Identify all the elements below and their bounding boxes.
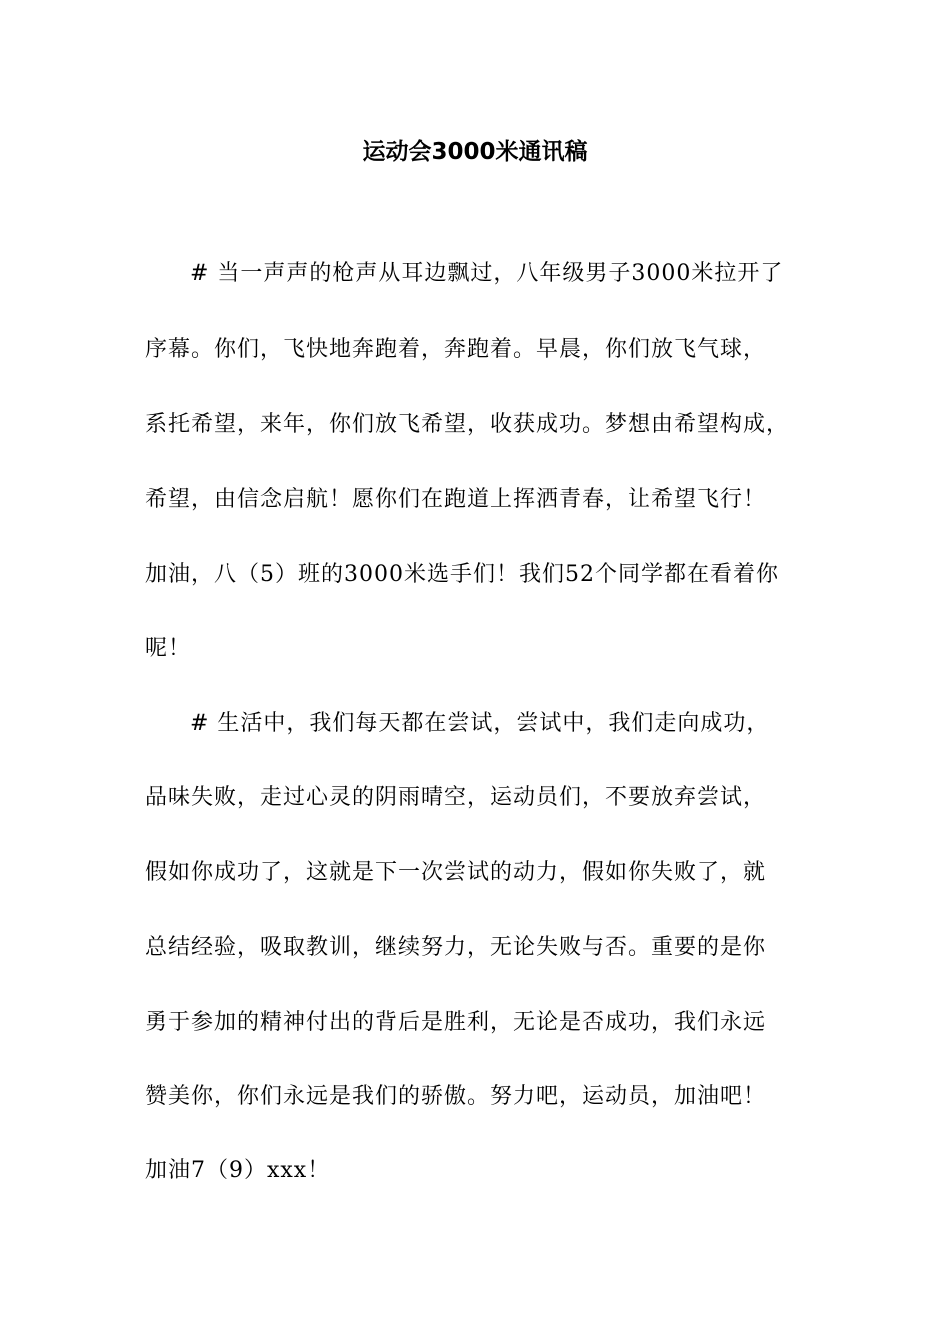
paragraph-1-line-5: 加油，八（5）班的3000米选手们！我们52个同学都在看着你 xyxy=(145,562,779,587)
document-title: 运动会3000米通讯稿 xyxy=(362,139,588,165)
paragraph-1-line-1: # 当一声声的枪声从耳边飘过，八年级男子3000米拉开了 xyxy=(190,261,784,286)
paragraph-2-line-5: 勇于参加的精神付出的背后是胜利，无论是否成功，我们永远 xyxy=(145,1010,767,1035)
paragraph-2-line-4: 总结经验，吸取教训，继续努力，无论失败与否。重要的是你 xyxy=(145,935,767,960)
paragraph-2-line-1: # 生活中，我们每天都在尝试，尝试中，我们走向成功， xyxy=(190,711,770,736)
paragraph-1-line-3: 系托希望，来年，你们放飞希望，收获成功。梦想由希望构成， xyxy=(145,412,790,437)
paragraph-2-line-2: 品味失败，走过心灵的阴雨晴空，运动员们，不要放弃尝试， xyxy=(145,785,767,810)
paragraph-2-line-3: 假如你成功了，这就是下一次尝试的动力，假如你失败了，就 xyxy=(145,860,767,885)
paragraph-1-line-4: 希望，由信念启航！愿你们在跑道上挥洒青春，让希望飞行！ xyxy=(145,487,767,512)
paragraph-1-line-2: 序幕。你们，飞快地奔跑着，奔跑着。早晨，你们放飞气球， xyxy=(145,337,767,362)
paragraph-2-line-6: 赞美你，你们永远是我们的骄傲。努力吧，运动员，加油吧！ xyxy=(145,1084,767,1109)
paragraph-1-line-6: 呢！ xyxy=(145,636,192,661)
paragraph-2-line-7: 加油7（9）xxx！ xyxy=(145,1158,331,1183)
